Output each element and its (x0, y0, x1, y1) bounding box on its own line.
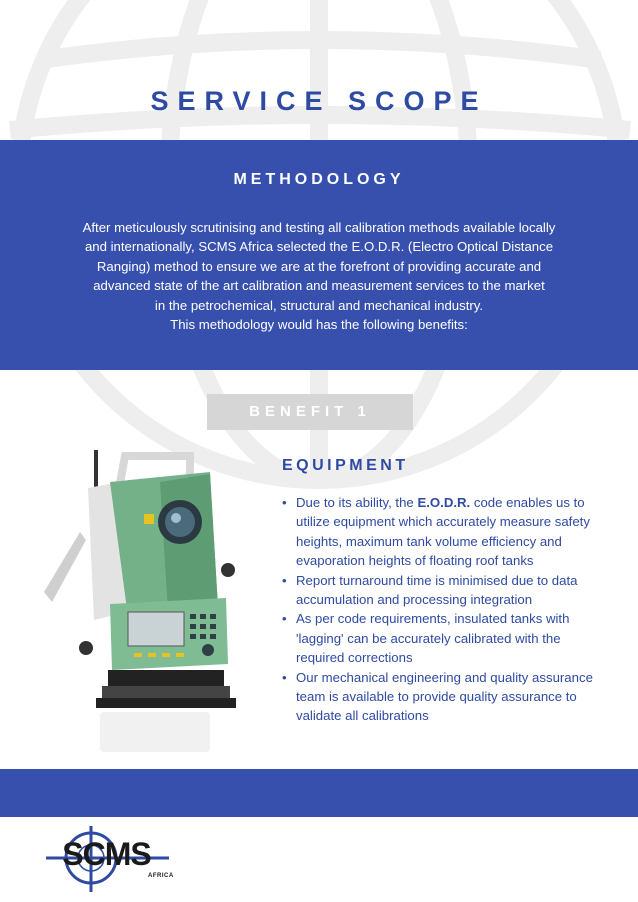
methodology-band (0, 140, 638, 370)
benefit-list (282, 493, 607, 726)
benefit-tag: BENEFIT 1 (207, 394, 413, 430)
page-title: SERVICE SCOPE (150, 86, 488, 116)
list-item: • Our mechanical engineering and quality assurance team is available to provide quality assurance to validate all calibrations (282, 668, 607, 726)
logo-wordmark: SCMS (62, 836, 151, 872)
methodology-line: Ranging) method to ensure we are at the forefront of providing accurate and (96, 258, 542, 274)
list-item (282, 493, 607, 571)
bullet-text: code enables us to utilize equipment which accurately measure safety heights, maximum tank volume efficiency and evaporation heights of floating roof tanks (296, 495, 590, 569)
equipment-title: EQUIPMENT (282, 457, 409, 474)
total-station-image (40, 442, 240, 762)
methodology-paragraph (50, 218, 588, 334)
list-item: • Report turnaround time is minimised due to data accumulation and processing integration (282, 571, 607, 610)
methodology-line: This methodology would has the following benefits: (170, 317, 468, 333)
logo-subtitle: AFRICA (148, 873, 174, 879)
list-item: • As per code requirements, insulated tanks with 'lagging' can be accurately calibrated with the required corrections (282, 609, 607, 667)
scms-logo (44, 826, 179, 892)
methodology-line: and internationally, SCMS Africa selected the E.O.D.R. (Electro Optical Distance (84, 239, 554, 255)
methodology-title: METHODOLOGY (233, 171, 405, 188)
footer-band (0, 769, 638, 817)
methodology-line: in the petrochemical, structural and mechanical industry. (154, 297, 484, 313)
bullet-text: Due to its ability, the (296, 495, 418, 510)
methodology-line: After meticulously scrutinising and testing all calibration methods available locally (82, 220, 556, 235)
methodology-line: advanced state of the art calibration and measurement services to the market (93, 278, 545, 294)
eodr-highlight: E.O.D.R. (417, 495, 471, 510)
